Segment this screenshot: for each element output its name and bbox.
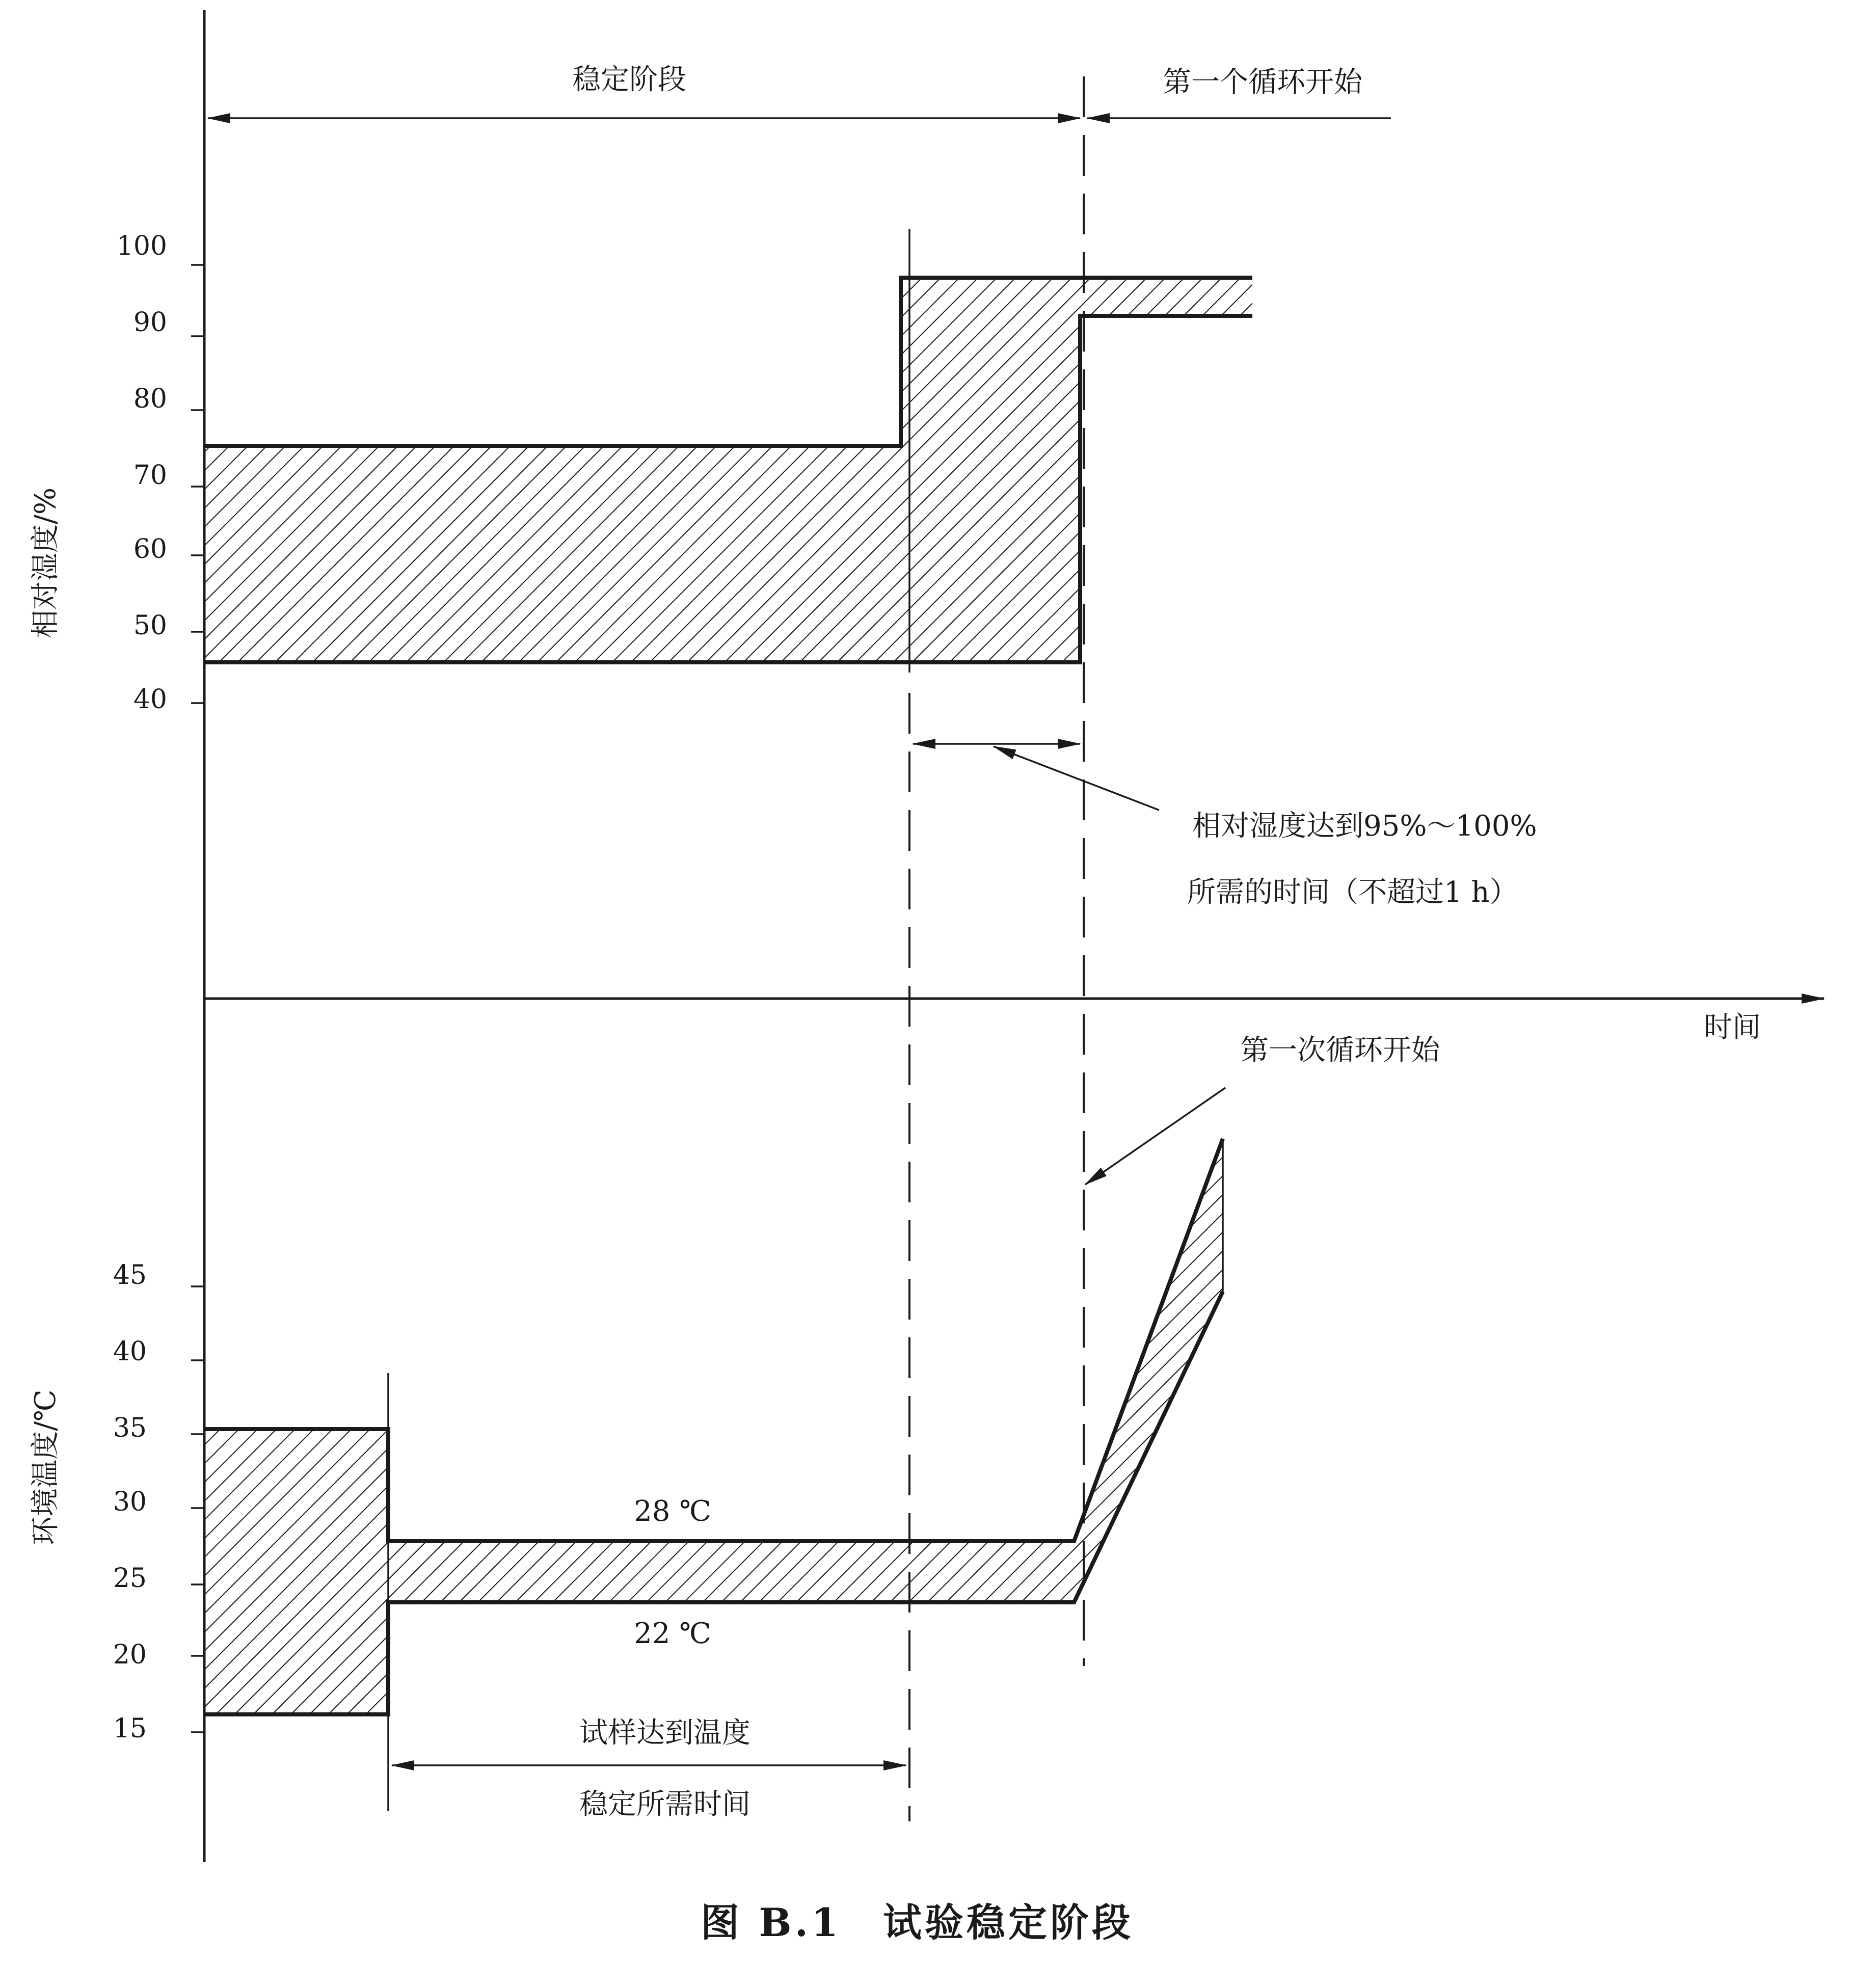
temp-tick-30: 30 — [113, 1487, 147, 1517]
temp-tick-25: 25 — [113, 1563, 147, 1594]
stabilization-phase-label: 稳定阶段 — [572, 63, 686, 96]
rh-ticks — [117, 231, 204, 715]
rh-band-hatch — [204, 278, 1252, 662]
first-cycle-leader — [1085, 1088, 1225, 1185]
rh-note-leader — [994, 746, 1159, 810]
rh-note-line2: 所需的时间（不超过1 h） — [1187, 876, 1518, 909]
temp-axis-label: 环境温度/℃ — [29, 1389, 62, 1545]
rh-axis-label: 相对湿度/% — [29, 487, 62, 639]
temp-tick-45: 45 — [113, 1260, 147, 1291]
temp-tick-40: 40 — [113, 1336, 147, 1367]
rh-tick-50: 50 — [133, 610, 167, 641]
temp-upper-label: 28 ℃ — [634, 1495, 711, 1528]
time-axis-label: 时间 — [1704, 1011, 1761, 1044]
temp-band-hatch — [204, 1139, 1223, 1714]
rh-tick-70: 70 — [133, 460, 167, 491]
temp-ticks — [113, 1260, 204, 1744]
rh-tick-40: 40 — [133, 684, 167, 715]
temp-tick-20: 20 — [113, 1640, 147, 1670]
first-cycle-start-top-label: 第一个循环开始 — [1163, 66, 1362, 99]
rh-tick-90: 90 — [133, 307, 167, 338]
first-cycle-start-bottom-label: 第一次循环开始 — [1240, 1034, 1440, 1067]
temp-tick-35: 35 — [113, 1413, 147, 1443]
rh-tick-80: 80 — [133, 384, 167, 414]
rh-note-line1: 相对湿度达到95%～100% — [1192, 810, 1537, 843]
sample-note-line1: 试样达到温度 — [579, 1716, 750, 1750]
rh-tick-100: 100 — [116, 231, 167, 261]
sample-note-line2: 稳定所需时间 — [579, 1788, 750, 1821]
temp-lower-label: 22 ℃ — [634, 1617, 711, 1650]
temp-tick-15: 15 — [113, 1713, 147, 1744]
figure-caption: 图 B.1 试验稳定阶段 — [700, 1900, 1134, 1945]
rh-tick-60: 60 — [133, 534, 167, 565]
